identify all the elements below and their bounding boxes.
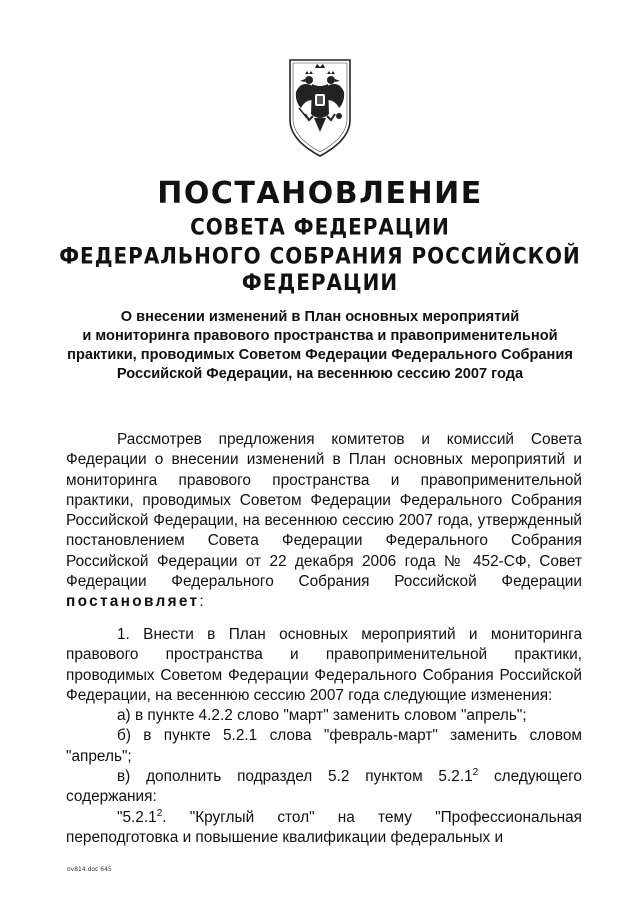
preamble-tail: :	[199, 593, 204, 611]
heading-line: О внесении изменений в План основных мероприятий	[120, 309, 520, 325]
coat-of-arms-icon	[287, 58, 353, 158]
item-v-text: в) дополнить подраздел 5.2 пунктом 5.2.1	[117, 768, 473, 786]
item-v-text-end: следующего содержания:	[66, 768, 582, 806]
preamble-text: Рассмотрев предложения комитетов и комиссий Совета Федерации о внесении изменений в План основных мероприятий и мониторинга правового пространства и правоприменительной практики, проводимых Советом Федерации Федерального Собрания Российской Федерации, на весеннюю сессию 2007 года, утвержденный постановлением Совета Федерации Федерального Собрания Российской Федерации от 22 декабря 2006 года № 452-СФ, Совет Федерации Федерального Собрания Российской Федерации	[66, 431, 582, 591]
amendment-item-v	[66, 767, 582, 808]
clause-superscript: 2	[156, 807, 163, 819]
clause-number: "5.2.1	[117, 808, 157, 826]
document-subtitle-line1: СОВЕТА ФЕДЕРАЦИИ	[190, 213, 450, 241]
document-subtitle-line2: ФЕДЕРАЛЬНОГО СОБРАНИЯ РОССИЙСКОЙ ФЕДЕРАЦИИ	[59, 242, 581, 296]
file-code-footer: ov814.doc 645	[67, 866, 112, 873]
amendment-item-a: а) в пункте 4.2.2 слово "март" заменить словом "апрель";	[117, 707, 527, 725]
preamble-paragraph	[66, 430, 582, 613]
new-clause-text	[66, 808, 582, 849]
clause-content: . "Круглый стол" на тему "Профессиональная переподготовка и повышение квалификации федеральных и	[66, 808, 582, 846]
document-title: ПОСТАНОВЛЕНИЕ	[157, 176, 483, 211]
heading-line: Российской Федерации, на весеннюю сессию 2007 года	[116, 366, 524, 382]
resolution-heading	[40, 308, 600, 384]
amendment-item-b: б) в пункте 5.2.1 слова "февраль-март" заменить словом "апрель";	[66, 727, 582, 765]
heading-line: и мониторинга правового пространства и правоприменительной	[82, 328, 558, 344]
item-v-superscript: 2	[472, 766, 479, 778]
resolves-word: постановляет	[66, 593, 200, 611]
amendments-section	[66, 625, 582, 848]
heading-line: практики, проводимых Советом Федерации Федерального Собрания	[67, 347, 573, 363]
amendment-intro: 1. Внести в План основных мероприятий и мониторинга правового пространства и правоприменительной практики, проводимых Советом Федерации Федерального Собрания Российской Федерации, на весеннюю сессию 2007 года следующие изменения:	[66, 626, 582, 704]
